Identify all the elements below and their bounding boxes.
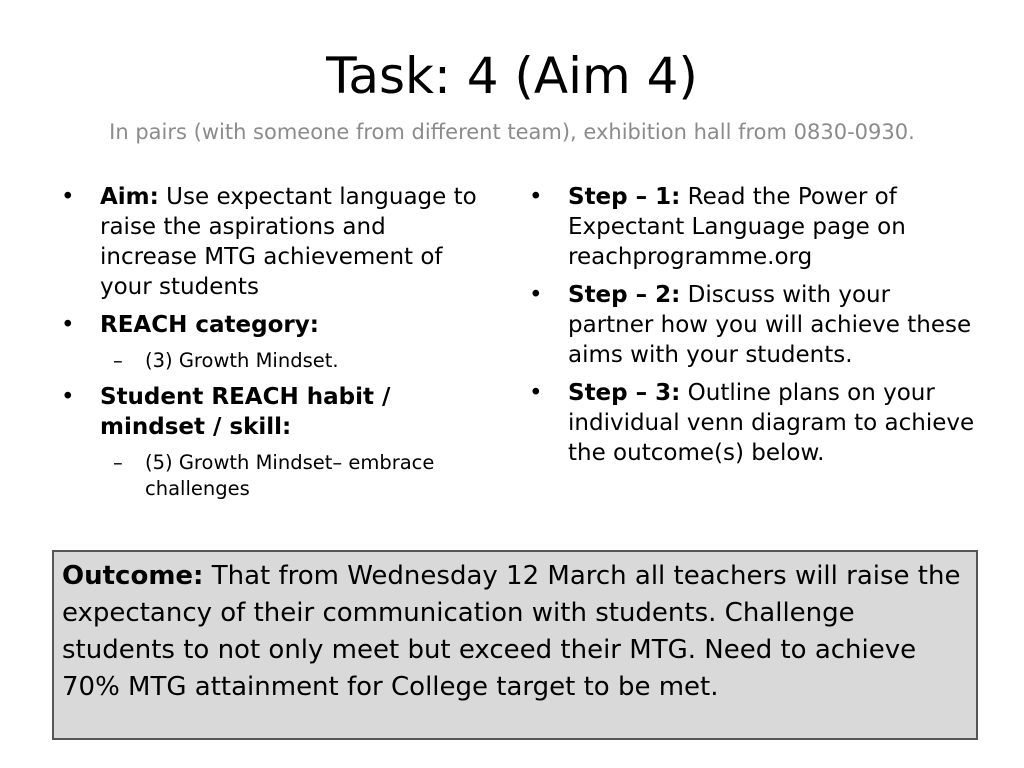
student-habit-value: (5) Growth Mindset– embrace challenges xyxy=(145,451,435,500)
reach-category-value: (3) Growth Mindset. xyxy=(145,349,339,372)
outcome-box xyxy=(52,550,978,740)
left-column xyxy=(57,182,487,510)
bullet-icon: • xyxy=(529,282,543,308)
step-1-bullet xyxy=(525,182,975,272)
student-habit-label: Student REACH habit / mindset / skill: xyxy=(100,384,391,440)
step-label: Step – 2: xyxy=(568,282,681,308)
reach-category-label: REACH category: xyxy=(100,312,319,338)
aim-text: Use expectant language to raise the aspirations and increase MTG achievement of your students xyxy=(100,184,477,300)
bullet-icon: • xyxy=(61,312,75,338)
outcome-text: That from Wednesday 12 March all teachers will raise the expectancy of their communication with students. Challenge students to not only meet but exceed their MTG. Need to achieve 70% MTG attainment for College target to be met. xyxy=(62,561,961,702)
slide-subtitle: In pairs (with someone from different team), exhibition hall from 0830-0930. xyxy=(109,120,915,144)
aim-bullet xyxy=(57,182,487,302)
dash-icon: – xyxy=(113,451,123,474)
reach-category-sub-bullet xyxy=(57,348,487,374)
dash-icon: – xyxy=(113,349,123,372)
step-text: Discuss with your partner how you will achieve these aims with your students. xyxy=(568,282,972,368)
step-text: Outline plans on your individual venn diagram to achieve the outcome(s) below. xyxy=(568,380,975,466)
bullet-icon: • xyxy=(61,184,75,210)
bullet-icon: • xyxy=(529,184,543,210)
step-2-bullet xyxy=(525,280,975,370)
step-text: Read the Power of Expectant Language page on reachprogramme.org xyxy=(568,184,906,270)
steps-list xyxy=(525,182,975,468)
student-habit-sub-bullet xyxy=(57,450,487,502)
step-3-bullet xyxy=(525,378,975,468)
student-habit-bullet xyxy=(57,382,487,442)
step-label: Step – 1: xyxy=(568,184,681,210)
step-label: Step – 3: xyxy=(568,380,681,406)
aim-label: Aim: xyxy=(100,184,159,210)
outcome-label: Outcome: xyxy=(62,561,204,591)
bullet-icon: • xyxy=(61,384,75,410)
left-bullet-list xyxy=(57,182,487,502)
slide-title: Task: 4 (Aim 4) xyxy=(326,47,698,105)
reach-category-bullet xyxy=(57,310,487,340)
right-column xyxy=(525,182,975,476)
bullet-icon: • xyxy=(529,380,543,406)
